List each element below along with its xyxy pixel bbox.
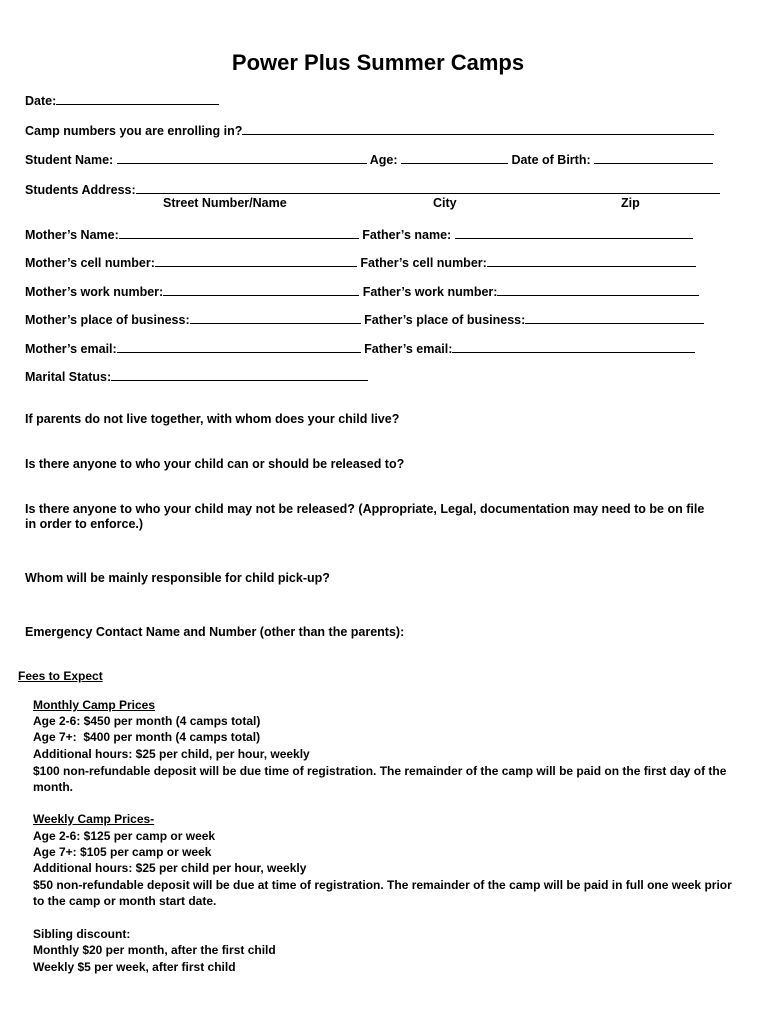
fees-heading: Fees to Expect <box>18 669 103 683</box>
monthly-line-2: Age 7+: $400 per month (4 camps total) <box>33 730 261 744</box>
address-line[interactable] <box>136 181 720 194</box>
business-row <box>25 311 704 327</box>
cell-row <box>25 254 696 270</box>
marital-label: Marital Status: <box>25 370 112 384</box>
sibling-line-1: Monthly $20 per month, after the first child <box>33 943 276 957</box>
monthly-deposit-b: month. <box>33 780 73 794</box>
weekly-heading: Weekly Camp Prices- <box>33 812 155 826</box>
question-pickup: Whom will be mainly responsible for child pick-up? <box>25 571 330 585</box>
date-label: Date: <box>25 94 57 108</box>
monthly-line-3: Additional hours: $25 per child, per hour, weekly <box>33 747 310 761</box>
page-title: Power Plus Summer Camps <box>231 50 525 75</box>
monthly-heading: Monthly Camp Prices <box>33 698 156 712</box>
mother-work-line[interactable] <box>163 283 359 296</box>
question-not-released-a: Is there anyone to who your child may not be released? (Appropriate, Legal, documentation may need to be on file <box>25 502 705 516</box>
mother-business-label: Mother’s place of business: <box>25 313 190 327</box>
city-caption: City <box>433 196 457 210</box>
question-live-with: If parents do not live together, with whom does your child live? <box>25 412 400 426</box>
mother-business-line[interactable] <box>190 311 361 324</box>
mother-cell-line[interactable] <box>155 254 357 267</box>
mother-name-line[interactable] <box>119 226 359 239</box>
monthly-line-1: Age 2-6: $450 per month (4 camps total) <box>33 714 261 728</box>
address-row <box>25 181 720 197</box>
student-row <box>25 151 713 167</box>
date-line[interactable] <box>56 92 219 105</box>
names-row <box>25 226 693 242</box>
father-name-line[interactable] <box>455 226 693 239</box>
weekly-deposit-b: to the camp or month start date. <box>33 894 217 908</box>
marital-line[interactable] <box>111 368 368 381</box>
father-cell-line[interactable] <box>487 254 696 267</box>
email-row <box>25 340 695 356</box>
camp-numbers-label: Camp numbers you are enrolling in? <box>25 124 243 138</box>
age-line[interactable] <box>401 151 508 164</box>
sibling-heading: Sibling discount: <box>33 927 131 941</box>
mother-work-label: Mother’s work number: <box>25 285 164 299</box>
father-name-label: Father’s name: <box>362 228 452 242</box>
weekly-deposit-a: $50 non-refundable deposit will be due at time of registration. The remainder of the camp will be paid in full one week prior <box>33 878 732 892</box>
question-emergency: Emergency Contact Name and Number (other than the parents): <box>25 625 405 639</box>
mother-cell-label: Mother’s cell number: <box>25 256 155 270</box>
street-caption: Street Number/Name <box>163 196 287 210</box>
weekly-line-2: Age 7+: $105 per camp or week <box>33 845 212 859</box>
father-email-line[interactable] <box>452 340 695 353</box>
father-email-label: Father’s email: <box>364 342 453 356</box>
address-label: Students Address: <box>25 183 136 197</box>
weekly-line-1: Age 2-6: $125 per camp or week <box>33 829 216 843</box>
question-not-released-b: in order to enforce.) <box>25 517 144 531</box>
father-work-line[interactable] <box>497 283 699 296</box>
father-business-label: Father’s place of business: <box>364 313 526 327</box>
marital-row <box>25 368 368 384</box>
sibling-line-2: Weekly $5 per week, after first child <box>33 960 236 974</box>
camp-numbers-line[interactable] <box>242 122 714 135</box>
student-name-label: Student Name: <box>25 153 114 167</box>
mother-name-label: Mother’s Name: <box>25 228 119 242</box>
age-label: Age: <box>369 153 398 167</box>
question-released-to: Is there anyone to who your child can or should be released to? <box>25 457 405 471</box>
camp-numbers-row <box>25 122 714 138</box>
father-work-label: Father’s work number: <box>362 285 498 299</box>
father-cell-label: Father’s cell number: <box>360 256 487 270</box>
mother-email-line[interactable] <box>117 340 361 353</box>
student-name-line[interactable] <box>117 151 367 164</box>
father-business-line[interactable] <box>525 311 704 324</box>
work-row <box>25 283 699 299</box>
weekly-line-3: Additional hours: $25 per child per hour, weekly <box>33 861 307 875</box>
zip-caption: Zip <box>621 196 640 210</box>
dob-line[interactable] <box>594 151 713 164</box>
mother-email-label: Mother’s email: <box>25 342 117 356</box>
monthly-deposit-a: $100 non-refundable deposit will be due time of registration. The remainder of the camp will be paid on the first day of the <box>33 764 727 778</box>
date-row <box>25 92 219 108</box>
dob-label: Date of Birth: <box>511 153 591 167</box>
